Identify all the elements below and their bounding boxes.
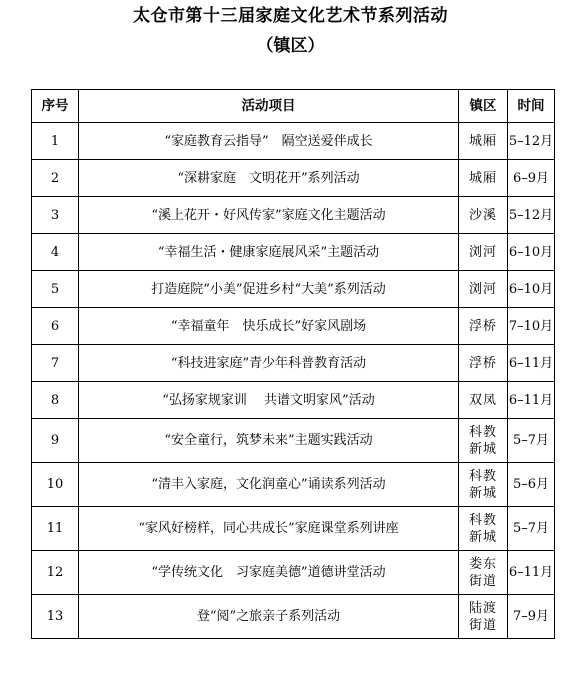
cell-index: 11 [32, 507, 79, 551]
cell-activity: 打造庭院“小美”促进乡村“大美”系列活动 [79, 271, 459, 308]
cell-time: 5–7月 [508, 507, 555, 551]
town-label: 科教新城 [468, 512, 497, 545]
cell-time: 6–11月 [508, 345, 555, 382]
cell-activity: “清丰入家庭，文化润童心”诵读系列活动 [79, 463, 459, 507]
table-row [32, 123, 555, 160]
cell-index: 1 [32, 123, 79, 160]
town-label: 沙溪 [468, 207, 497, 223]
cell-activity: “溪上花开・好风传家”家庭文化主题活动 [79, 197, 459, 234]
cell-time: 5–12月 [508, 123, 555, 160]
cell-town [459, 234, 508, 271]
cell-town [459, 345, 508, 382]
cell-time: 6–10月 [508, 234, 555, 271]
town-label: 科教新城 [468, 424, 497, 457]
header-activity: 活动项目 [79, 90, 459, 123]
table-row [32, 507, 555, 551]
cell-time: 5–6月 [508, 463, 555, 507]
cell-town [459, 308, 508, 345]
table-row [32, 382, 555, 419]
cell-activity: “学传统文化 习家庭美德”道德讲堂活动 [79, 551, 459, 595]
cell-activity: 登“阅”之旅亲子系列活动 [79, 595, 459, 639]
town-label: 双凤 [468, 392, 497, 408]
cell-index: 10 [32, 463, 79, 507]
cell-activity: “幸福生活・健康家庭展风采”主题活动 [79, 234, 459, 271]
cell-activity: “弘扬家规家训 共谱文明家风”活动 [79, 382, 459, 419]
table-row [32, 308, 555, 345]
town-label: 城厢 [468, 170, 497, 186]
table-row [32, 197, 555, 234]
cell-index: 12 [32, 551, 79, 595]
cell-activity: “安全童行，筑梦未来”主题实践活动 [79, 419, 459, 463]
activity-table [31, 89, 555, 639]
cell-town [459, 382, 508, 419]
table-row [32, 551, 555, 595]
town-label: 浮桥 [468, 318, 497, 334]
table-row [32, 595, 555, 639]
table-row [32, 234, 555, 271]
cell-town [459, 123, 508, 160]
cell-activity: “幸福童年 快乐成长”好家风剧场 [79, 308, 459, 345]
cell-activity: “深耕家庭 文明花开”系列活动 [79, 160, 459, 197]
cell-time: 7–10月 [508, 308, 555, 345]
cell-town [459, 271, 508, 308]
cell-time: 6–9月 [508, 160, 555, 197]
cell-time: 6–11月 [508, 551, 555, 595]
cell-index: 4 [32, 234, 79, 271]
cell-index: 13 [32, 595, 79, 639]
cell-index: 5 [32, 271, 79, 308]
table-row [32, 271, 555, 308]
cell-town [459, 463, 508, 507]
cell-time: 5–7月 [508, 419, 555, 463]
document-title: 太仓市第十三届家庭文化艺术节系列活动 [133, 6, 448, 26]
cell-town [459, 160, 508, 197]
cell-time: 6–10月 [508, 271, 555, 308]
town-label: 陆渡街道 [468, 600, 497, 633]
cell-index: 9 [32, 419, 79, 463]
document-subtitle: （镇区） [256, 36, 325, 56]
cell-index: 3 [32, 197, 79, 234]
header-time: 时间 [508, 90, 555, 123]
cell-index: 6 [32, 308, 79, 345]
cell-index: 2 [32, 160, 79, 197]
header-index: 序号 [32, 90, 79, 123]
cell-town [459, 507, 508, 551]
town-label: 浏河 [468, 244, 497, 260]
cell-town [459, 551, 508, 595]
table-row [32, 345, 555, 382]
cell-activity: “家风好榜样，同心共成长”家庭课堂系列讲座 [79, 507, 459, 551]
cell-time: 5–12月 [508, 197, 555, 234]
cell-activity: “家庭教育云指导” 隔空送爱伴成长 [79, 123, 459, 160]
table-row [32, 160, 555, 197]
header-town: 镇区 [459, 90, 508, 123]
table-row [32, 419, 555, 463]
cell-town [459, 595, 508, 639]
cell-activity: “科技进家庭”青少年科普教育活动 [79, 345, 459, 382]
cell-time: 7–9月 [508, 595, 555, 639]
cell-town [459, 197, 508, 234]
town-label: 娄东街道 [468, 556, 497, 589]
cell-time: 6–11月 [508, 382, 555, 419]
town-label: 科教新城 [468, 468, 497, 501]
table-header-row [32, 90, 555, 123]
table-row [32, 463, 555, 507]
cell-index: 7 [32, 345, 79, 382]
town-label: 浮桥 [468, 355, 497, 371]
cell-index: 8 [32, 382, 79, 419]
town-label: 浏河 [468, 281, 497, 297]
cell-town [459, 419, 508, 463]
town-label: 城厢 [468, 133, 497, 149]
